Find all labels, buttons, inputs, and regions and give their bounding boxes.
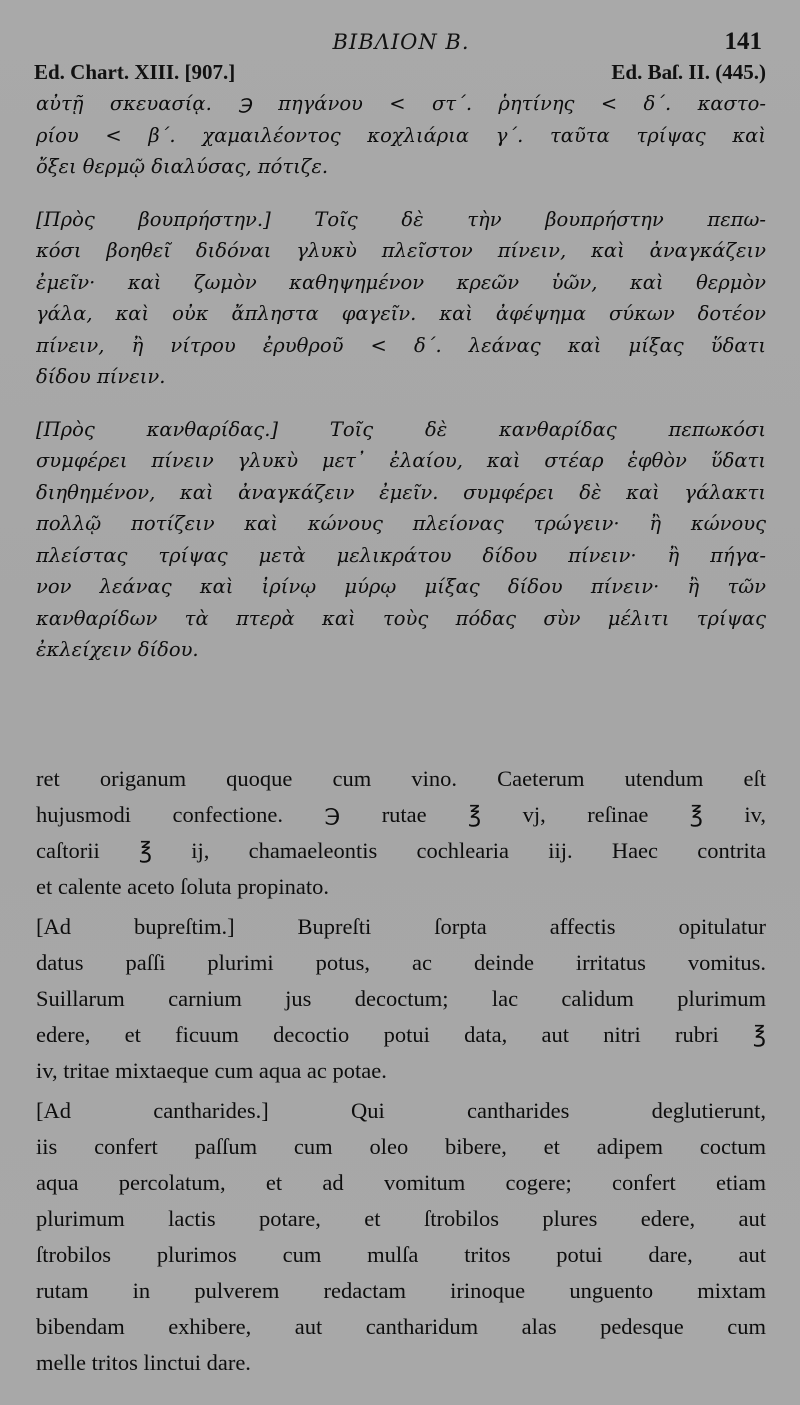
latin-line: rutam in pulverem redactam irinoque unguento mixtam — [36, 1278, 766, 1303]
latin-line: plurimum lactis potare, et ſtrobilos plures edere, aut — [36, 1206, 766, 1231]
latin-line: iis confert paſſum cum oleo bibere, et adipem coctum — [36, 1134, 766, 1159]
greek-line: κόσι βοηθεῖ διδόναι γλυκὺ πλεῖστον πίνειν, καὶ ἀναγκάζειν — [36, 239, 766, 262]
edition-references — [34, 60, 766, 90]
greek-line: ἐκλείχειν δίδου. — [36, 638, 199, 661]
latin-line: et calente aceto ſoluta propinato. — [36, 874, 329, 899]
greek-line: αὐτῇ σκευασίᾳ. ℈ πηγάνου < στ΄. ῥητίνης < δ΄. καστο- — [36, 92, 766, 115]
edition-chart-reference: Ed. Chart. XIII. [907.] — [34, 60, 236, 84]
greek-line: νον λεάνας καὶ ἰρίνῳ μύρῳ μίξας δίδου πίνειν· ἢ τῶν — [36, 575, 766, 598]
greek-line: δίδου πίνειν. — [36, 365, 166, 388]
latin-line-heading-buprestis: [Ad bupreſtim.] Bupreſti ſorpta affectis opitulatur — [36, 914, 766, 939]
greek-text-block — [36, 88, 766, 666]
page-number: 141 — [724, 28, 762, 55]
latin-line: hujusmodi confectione. ℈ rutae ℥ vj, reſinae ℥ iv, — [36, 802, 766, 827]
latin-line: Suillarum carnium jus decoctum; lac calidum plurimum — [36, 986, 766, 1011]
greek-line: κανθαρίδων τὰ πτερὰ καὶ τοὺς πόδας σὺν μέλιτι τρίψας — [36, 606, 766, 630]
latin-line: edere, et ficuum decoctio potui data, aut nitri rubri ℥ — [36, 1022, 766, 1047]
latin-line: bibendam exhibere, aut cantharidum alas pedesque cum — [36, 1314, 766, 1339]
latin-line: ſtrobilos plurimos cum mulſa tritos potui dare, aut — [36, 1242, 766, 1267]
greek-line-heading-cantharides: [Πρὸς κανθαρίδας.] Τοῖς δὲ κανθαρίδας πεπωκόσι — [36, 417, 766, 441]
latin-line: melle tritos linctui dare. — [36, 1350, 251, 1375]
running-title: ΒΙΒΛΙΟΝ Β. — [332, 30, 470, 54]
latin-line: iv, tritae mixtaeque cum aqua ac potae. — [36, 1058, 387, 1083]
greek-line: πίνειν, ἢ νίτρου ἐρυθροῦ < δ΄. λεάνας καὶ μίξας ὕδατι — [36, 333, 766, 357]
latin-text-block — [36, 761, 766, 1381]
greek-line: ἐμεῖν· καὶ ζωμὸν καθηψημένον κρεῶν ὑῶν, καὶ θερμὸν — [36, 270, 766, 294]
page-header — [32, 24, 770, 64]
latin-line: ret origanum quoque cum vino. Caeterum utendum eſt — [36, 766, 766, 791]
greek-line: διηθημένον, καὶ ἀναγκάζειν ἐμεῖν. συμφέρει δὲ καὶ γάλακτι — [36, 480, 766, 504]
latin-line: datus paſſi plurimi potus, ac deinde irritatus vomitus. — [36, 950, 766, 975]
greek-line: συμφέρει πίνειν γλυκὺ μετ᾽ ἐλαίου, καὶ στέαρ ἑφθὸν ὕδατι — [36, 449, 766, 472]
greek-line: ὄξει θερμῷ διαλύσας, πότιζε. — [36, 155, 329, 178]
greek-line: ρίου < β΄. χαμαιλέοντος κοχλιάρια γ΄. ταῦτα τρίψας καὶ — [36, 123, 766, 147]
greek-line-heading-bouprestis: [Πρὸς βουπρήστην.] Τοῖς δὲ τὴν βουπρήστην πεπω- — [36, 207, 766, 231]
greek-line: πλείστας τρίψας μετὰ μελικράτου δίδου πίνειν· ἢ πήγα- — [36, 543, 766, 567]
latin-line-heading-cantharides: [Ad cantharides.] Qui cantharides deglutierunt, — [36, 1098, 766, 1123]
greek-line: γάλα, καὶ οὐκ ἄπληστα φαγεῖν. καὶ ἀφέψημα σύκων δοτέον — [36, 302, 766, 325]
latin-line: caſtorii ℥ ij, chamaeleontis cochlearia iij. Haec contrita — [36, 838, 766, 863]
edition-basil-reference: Ed. Baſ. II. (445.) — [611, 60, 766, 84]
latin-line: aqua percolatum, et ad vomitum cogere; confert etiam — [36, 1170, 766, 1195]
greek-line: πολλῷ ποτίζειν καὶ κώνους πλείονας τρώγειν· ἢ κώνους — [36, 512, 766, 535]
